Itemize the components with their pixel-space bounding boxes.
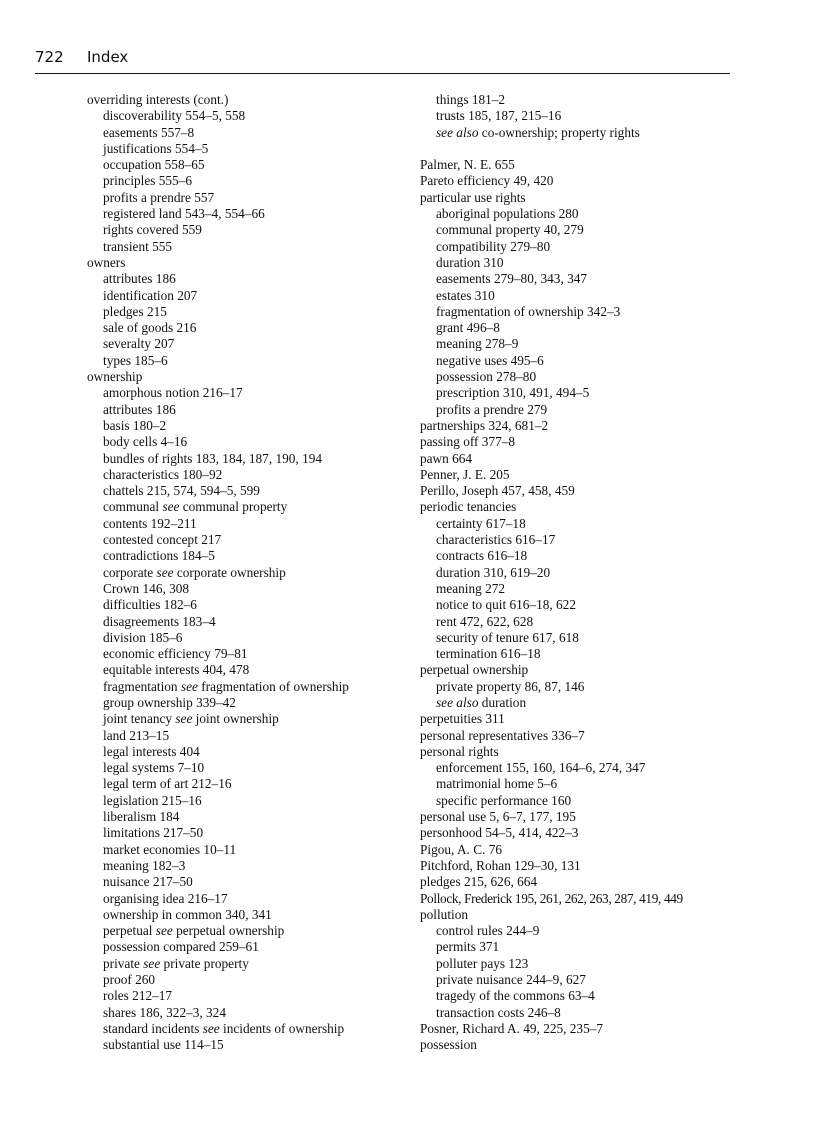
cross-reference-target: private property	[160, 955, 249, 971]
index-subentry: termination 616–18	[436, 646, 541, 662]
index-subentry: Crown 146, 308	[103, 580, 190, 596]
index-subentry: possession compared 259–61	[103, 939, 259, 955]
index-subentry: private property 86, 87, 146	[436, 678, 585, 694]
entry-term: communal	[103, 499, 163, 515]
index-subentry: polluter pays 123	[436, 955, 529, 971]
index-subentry: attributes 186	[103, 401, 176, 417]
index-subentry	[420, 695, 740, 711]
see-reference: see	[180, 678, 198, 694]
index-subentry: transient 555	[103, 238, 173, 254]
index-subentry: basis 180–2	[103, 417, 167, 433]
index-column-left	[87, 92, 407, 1054]
index-subentry: meaning 272	[436, 580, 506, 596]
index-subentry	[87, 499, 407, 515]
index-entry: pollution	[420, 906, 469, 922]
index-entry: passing off 377–8	[420, 434, 516, 450]
index-subentry: legal systems 7–10	[103, 760, 205, 776]
index-subentry: specific performance 160	[436, 792, 572, 808]
index-entry: perpetuities 311	[420, 711, 505, 727]
index-subentry: characteristics 616–17	[436, 532, 556, 548]
index-entry: pawn 664	[420, 450, 473, 466]
index-subentry: types 185–6	[103, 352, 168, 368]
index-subentry: disagreements 183–4	[103, 613, 216, 629]
see-reference: see	[202, 1020, 220, 1036]
index-subentry: liberalism 184	[103, 809, 180, 825]
index-subentry: matrimonial home 5–6	[436, 776, 558, 792]
index-subentry: rent 472, 622, 628	[436, 613, 534, 629]
index-entry: personhood 54–5, 414, 422–3	[420, 825, 579, 841]
see-reference: see	[156, 564, 174, 580]
index-entry: pledges 215, 626, 664	[420, 874, 538, 890]
index-entry: Penner, J. E. 205	[420, 466, 510, 482]
entry-term: private	[103, 955, 144, 971]
index-subentry: attributes 186	[103, 271, 176, 287]
index-subentry: notice to quit 616–18, 622	[436, 597, 576, 613]
index-entry: possession	[420, 1037, 477, 1053]
cross-reference-target: co-ownership; property rights	[478, 124, 640, 140]
index-entry: partnerships 324, 681–2	[420, 417, 549, 433]
index-subentry: land 213–15	[103, 727, 170, 743]
index-subentry: occupation 558–65	[103, 157, 205, 173]
index-subentry: division 185–6	[103, 629, 183, 645]
index-entry: personal rights	[420, 743, 499, 759]
cross-reference-target: incidents of ownership	[219, 1020, 345, 1036]
index-subentry: permits 371	[436, 939, 500, 955]
cross-reference-target: duration	[478, 694, 527, 710]
see-reference: see also	[436, 694, 479, 710]
index-entry: particular use rights	[420, 189, 526, 205]
index-subentry: duration 310	[436, 254, 504, 270]
index-entry: perpetual ownership	[420, 662, 529, 678]
index-subentry: bundles of rights 183, 184, 187, 190, 194	[103, 450, 323, 466]
entry-term: perpetual	[103, 923, 156, 939]
index-subentry	[87, 711, 407, 727]
index-subentry	[87, 1021, 407, 1037]
index-subentry: principles 555–6	[103, 173, 193, 189]
index-subentry: justifications 554–5	[103, 140, 209, 156]
index-subentry: body cells 4–16	[103, 434, 188, 450]
index-subentry: profits a prendre 279	[436, 401, 548, 417]
index-subentry: proof 260	[103, 972, 156, 988]
index-entry: ownership	[87, 369, 143, 385]
index-subentry: estates 310	[436, 287, 495, 303]
index-subentry	[87, 923, 407, 939]
index-subentry: group ownership 339–42	[103, 694, 236, 710]
index-subentry: contradictions 184–5	[103, 548, 215, 564]
index-subentry: sale of goods 216	[103, 320, 197, 336]
index-subentry: rights covered 559	[103, 222, 202, 238]
page-number: 722	[35, 48, 64, 66]
index-subentry: pledges 215	[103, 303, 167, 319]
index-subentry: enforcement 155, 160, 164–6, 274, 347	[436, 760, 646, 776]
index-subentry: tragedy of the commons 63–4	[436, 988, 595, 1004]
entry-term: corporate	[103, 564, 157, 580]
index-subentry: contracts 616–18	[436, 548, 528, 564]
index-column-right	[420, 92, 740, 1054]
see-reference: see	[143, 955, 161, 971]
index-entry: personal representatives 336–7	[420, 727, 585, 743]
index-subentry: negative uses 495–6	[436, 352, 544, 368]
index-subentry	[87, 956, 407, 972]
index-subentry: roles 212–17	[103, 988, 173, 1004]
header-rule	[35, 73, 730, 74]
index-subentry: trusts 185, 187, 215–16	[436, 108, 562, 124]
index-subentry: profits a prendre 557	[103, 189, 215, 205]
index-entry: periodic tenancies	[420, 499, 517, 515]
index-subentry	[87, 565, 407, 581]
index-subentry: equitable interests 404, 478	[103, 662, 250, 678]
index-entry: Pollock, Frederick 195, 261, 262, 263, 287, 419, 449	[420, 890, 683, 906]
index-subentry: legal term of art 212–16	[103, 776, 232, 792]
cross-reference-target: fragmentation of ownership	[197, 678, 349, 694]
index-subentry: communal property 40, 279	[436, 222, 584, 238]
index-subentry: registered land 543–4, 554–66	[103, 206, 265, 222]
cross-reference-target: corporate ownership	[173, 564, 286, 580]
index-entry: Palmer, N. E. 655	[420, 157, 515, 173]
index-entry: Pigou, A. C. 76	[420, 841, 503, 857]
index-subentry: market economies 10–11	[103, 841, 237, 857]
index-subentry: prescription 310, 491, 494–5	[436, 385, 590, 401]
index-subentry	[420, 125, 740, 141]
index-subentry: identification 207	[103, 287, 198, 303]
entry-term: standard incidents	[103, 1020, 203, 1036]
index-entry: Pitchford, Rohan 129–30, 131	[420, 857, 581, 873]
index-subentry: legal interests 404	[103, 743, 200, 759]
index-subentry: shares 186, 322–3, 324	[103, 1004, 226, 1020]
index-subentry: possession 278–80	[436, 369, 537, 385]
index-subentry: severalty 207	[103, 336, 175, 352]
see-reference: see	[155, 923, 173, 939]
cross-reference-target: perpetual ownership	[172, 923, 285, 939]
index-subentry: compatibility 279–80	[436, 238, 551, 254]
index-subentry: organising idea 216–17	[103, 890, 228, 906]
index-entry: Perillo, Joseph 457, 458, 459	[420, 483, 575, 499]
index-subentry: limitations 217–50	[103, 825, 204, 841]
index-subentry: fragmentation of ownership 342–3	[436, 303, 621, 319]
index-subentry: difficulties 182–6	[103, 597, 197, 613]
index-subentry: chattels 215, 574, 594–5, 599	[103, 483, 260, 499]
index-entry: Posner, Richard A. 49, 225, 235–7	[420, 1020, 604, 1036]
index-subentry: certainty 617–18	[436, 515, 526, 531]
entry-term: fragmentation	[103, 678, 181, 694]
index-subentry: amorphous notion 216–17	[103, 385, 243, 401]
index-subentry: things 181–2	[436, 92, 506, 107]
index-subentry: private nuisance 244–9, 627	[436, 972, 586, 988]
index-subentry: security of tenure 617, 618	[436, 629, 579, 645]
index-subentry: characteristics 180–92	[103, 466, 223, 482]
index-subentry: duration 310, 619–20	[436, 564, 551, 580]
index-subentry: economic efficiency 79–81	[103, 646, 248, 662]
index-subentry: meaning 182–3	[103, 857, 186, 873]
see-reference: see also	[436, 124, 479, 140]
index-subentry: ownership in common 340, 341	[103, 906, 272, 922]
index-subentry: aboriginal populations 280	[436, 206, 579, 222]
see-reference: see	[175, 711, 193, 727]
see-reference: see	[162, 499, 180, 515]
index-entry: overriding interests (cont.)	[87, 92, 229, 107]
index-entry: personal use 5, 6–7, 177, 195	[420, 809, 576, 825]
index-subentry: control rules 244–9	[436, 923, 540, 939]
index-subentry: grant 496–8	[436, 320, 500, 336]
index-subentry: legislation 215–16	[103, 792, 202, 808]
index-subentry: easements 279–80, 343, 347	[436, 271, 588, 287]
cross-reference-target: communal property	[179, 499, 288, 515]
index-subentry: easements 557–8	[103, 124, 195, 140]
index-subentry: nuisance 217–50	[103, 874, 193, 890]
index-subentry: substantial use 114–15	[103, 1037, 224, 1053]
running-header	[35, 48, 730, 74]
index-entry: owners	[87, 254, 126, 270]
cross-reference-target: joint ownership	[192, 711, 279, 727]
index-subentry: contents 192–211	[103, 515, 197, 531]
index-subentry: transaction costs 246–8	[436, 1004, 561, 1020]
index-subentry: discoverability 554–5, 558	[103, 108, 246, 124]
running-title: Index	[87, 48, 129, 66]
index-subentry	[87, 679, 407, 695]
index-entry: Pareto efficiency 49, 420	[420, 173, 554, 189]
index-subentry: contested concept 217	[103, 532, 222, 548]
entry-term: joint tenancy	[103, 711, 176, 727]
index-subentry: meaning 278–9	[436, 336, 519, 352]
